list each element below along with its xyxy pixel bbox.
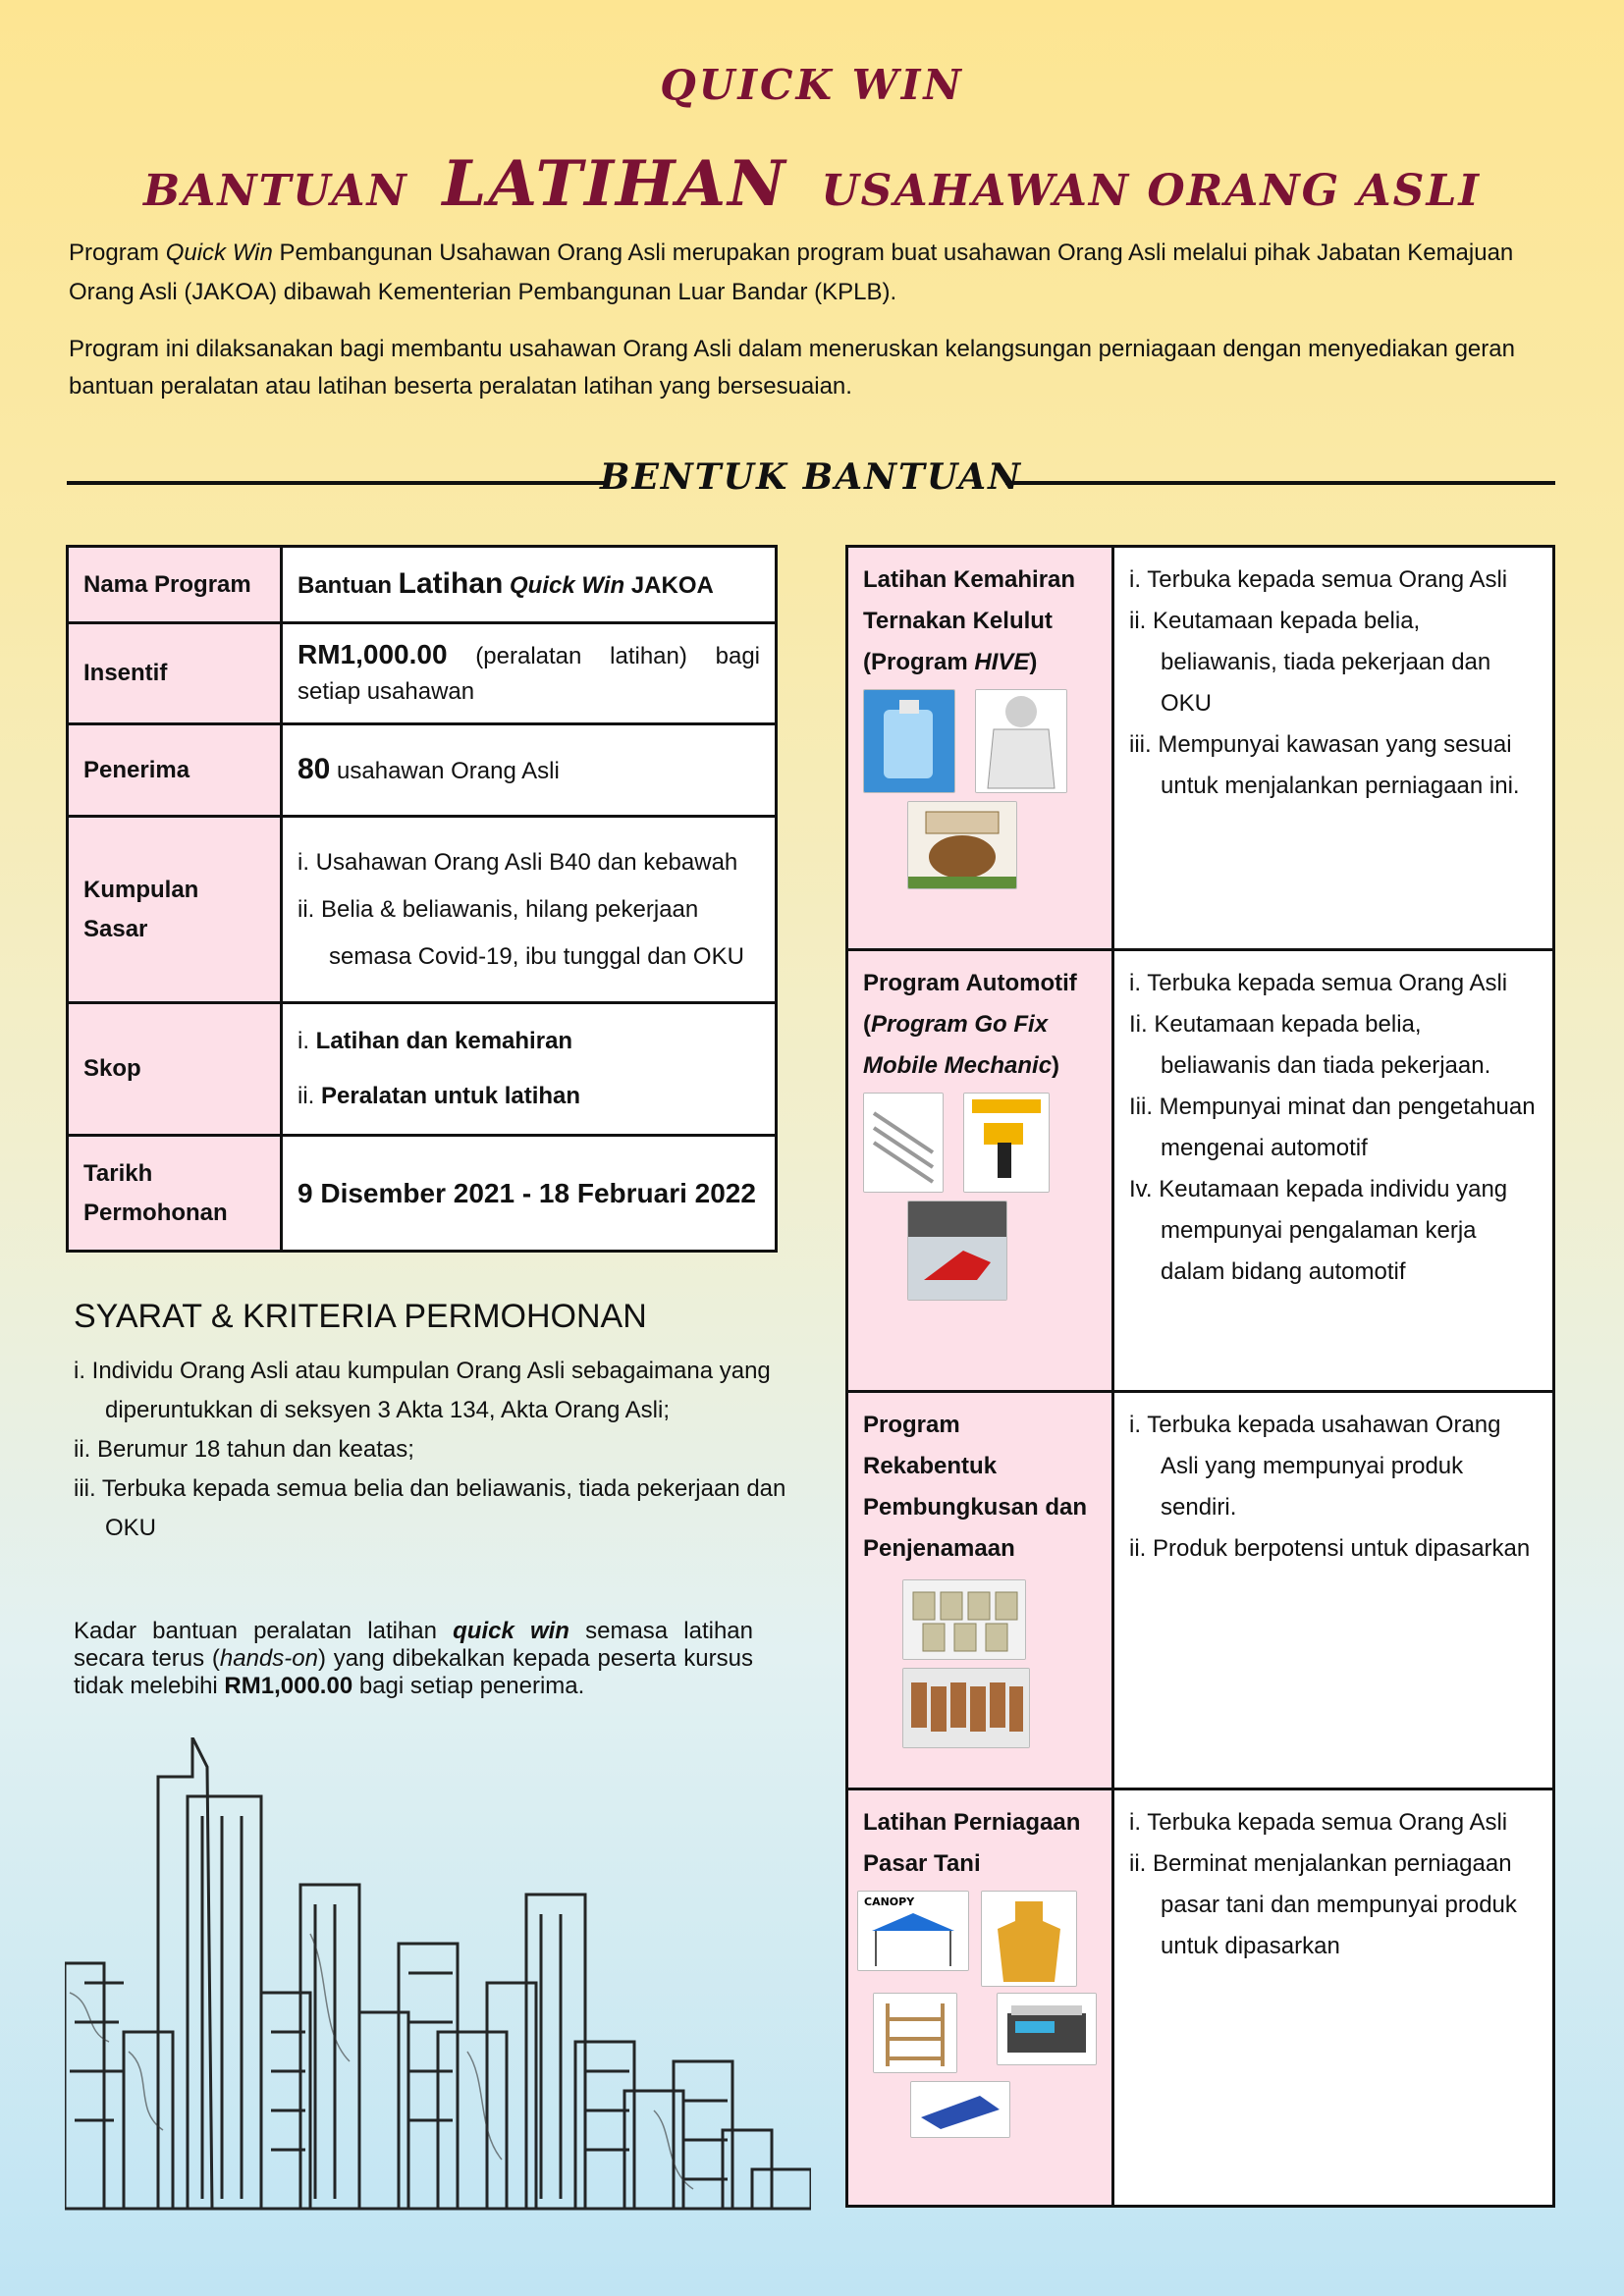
- table-row: [847, 950, 1554, 1392]
- table-row: [847, 1392, 1554, 1789]
- table-row: [68, 1136, 777, 1252]
- beekeeper-suit-image: [975, 689, 1067, 793]
- program-info-table: [66, 545, 778, 1253]
- program-name: Program Rekabentuk Pembungkusan dan Penjenamaan: [863, 1412, 1088, 1562]
- image-row: [857, 1891, 1097, 1987]
- image-row: [907, 1201, 1097, 1301]
- intro-text: Pembangunan Usahawan Orang Asli merupakan program buat usahawan Orang Asli melalui pihak Jabatan Kemajuan Orang Asli (JAKOA) dibawah Kementerian Pembangunan Luar Bandar (KPLB).: [69, 240, 1514, 305]
- text: Latihan dan kemahiran: [315, 1028, 573, 1054]
- value-penerima: [282, 724, 777, 817]
- text: Latihan: [398, 566, 504, 600]
- label-tarikh-permohonan: Tarikh Permohonan: [68, 1136, 282, 1252]
- intro-paragraph-2: [69, 331, 1551, 405]
- penerima-count: 80: [298, 752, 331, 785]
- assistance-note: [74, 1618, 753, 1700]
- value-skop: [282, 1003, 777, 1136]
- programs-table: [845, 545, 1555, 2208]
- title-part-3: USAHAWAN ORANG ASLI: [821, 166, 1481, 216]
- rack-image: [873, 1993, 957, 2073]
- bee-hive-log-image: [907, 801, 1017, 889]
- text: Latihan Kemahiran Ternakan Kelulut (Program: [863, 566, 1076, 675]
- text: usahawan Orang Asli: [330, 757, 560, 784]
- intro-paragraph-1: [69, 234, 1551, 312]
- list-item: i. Individu Orang Asli atau kumpulan Orang Asli sebagaimana yang diperuntukkan di seksyen 3 Akta 134, Akta Orang Asli;: [74, 1358, 771, 1423]
- text: Peralatan untuk latihan: [321, 1083, 581, 1109]
- program-cell: [847, 950, 1113, 1392]
- list-item: ii. Berumur 18 tahun dan keatas;: [74, 1436, 414, 1463]
- image-row: [902, 1579, 1097, 1660]
- label-penerima: Penerima: [68, 724, 282, 817]
- weighing-scale-image: [997, 1993, 1097, 2065]
- text: hands-on: [219, 1645, 318, 1672]
- program-cell: [847, 547, 1113, 950]
- criteria-list: [74, 1352, 790, 1548]
- value-insentif: [282, 623, 777, 724]
- label-insentif: Insentif: [68, 623, 282, 724]
- image-row: [902, 1668, 1097, 1748]
- criteria-list: [1129, 560, 1538, 807]
- text: ): [1052, 1052, 1060, 1079]
- list-item: iii. Mempunyai kawasan yang sesuai untuk menjalankan perniagaan ini.: [1129, 731, 1520, 799]
- city-skyline-illustration: [65, 1737, 811, 2211]
- list-item: i. Terbuka kepada semua Orang Asli: [1129, 566, 1508, 593]
- power-drill-image: [963, 1093, 1050, 1193]
- list-item: ii. Keutamaan kepada belia, beliawanis, tiada pekerjaan dan OKU: [1129, 608, 1491, 717]
- table-row: [68, 817, 777, 1003]
- text: ) yang dibekalkan kepada peserta kursus tidak melebihi: [74, 1645, 753, 1699]
- table-row: [847, 1789, 1554, 2207]
- intro-text: Program ini dilaksanakan bagi membantu usahawan Orang Asli dalam meneruskan kelangsungan perniagaan dengan menyediakan geran bantuan peralatan atau latihan beserta peralatan latihan yang bersesuaian.: [69, 336, 1515, 400]
- text: ii.: [298, 1083, 321, 1109]
- text: (peralatan latihan) bagi setiap usahawan: [298, 643, 760, 705]
- honey-extractor-image: [863, 689, 955, 793]
- criteria-list: [1129, 963, 1538, 1293]
- list-item: [298, 1014, 760, 1069]
- criteria-list: [1129, 1802, 1538, 1967]
- text: JAKOA: [624, 571, 714, 599]
- program-cell: [847, 1789, 1113, 2207]
- program-criteria: [1113, 1789, 1554, 2207]
- label-skop: Skop: [68, 1003, 282, 1136]
- program-criteria: [1113, 547, 1554, 950]
- list-item: [298, 1069, 760, 1124]
- text: Bantuan: [298, 571, 399, 599]
- title-quick-win: QUICK WIN: [660, 61, 964, 109]
- program-criteria: [1113, 1392, 1554, 1789]
- text: bagi setiap penerima.: [352, 1673, 585, 1699]
- list-item: i. Terbuka kepada usahawan Orang Asli yang mempunyai produk sendiri.: [1129, 1412, 1501, 1521]
- table-row: [847, 547, 1554, 950]
- text: Program Automotif (: [863, 970, 1077, 1038]
- text: i.: [298, 1028, 316, 1054]
- table-row: [68, 1003, 777, 1136]
- title-main: [0, 147, 1624, 221]
- text: semasa latihan secara terus (: [74, 1618, 753, 1672]
- image-row: [873, 1993, 1097, 2073]
- list-item: Iv. Keutamaan kepada individu yang mempunyai pengalaman kerja dalam bidang automotif: [1129, 1176, 1508, 1285]
- price-labeler-image: [910, 2081, 1010, 2138]
- jars-image: [902, 1579, 1026, 1660]
- program-name: [863, 963, 1097, 1087]
- program-criteria: [1113, 950, 1554, 1392]
- image-row: [863, 689, 1097, 793]
- apron-image: [981, 1891, 1077, 1987]
- title-part-1: BANTUAN: [143, 166, 408, 216]
- list-item: ii. Belia & beliawanis, hilang pekerjaan semasa Covid-19, ibu tunggal dan OKU: [298, 895, 744, 970]
- text: quick win: [453, 1618, 569, 1644]
- text: HIVE: [974, 649, 1030, 675]
- insentif-amount: RM1,000.00: [298, 639, 448, 669]
- list-item: i. Terbuka kepada semua Orang Asli: [1129, 1809, 1508, 1836]
- label-nama-program: Nama Program: [68, 547, 282, 623]
- program-name: Latihan Perniagaan Pasar Tani: [863, 1809, 1081, 1877]
- value-nama-program: [282, 547, 777, 623]
- list-item: i. Usahawan Orang Asli B40 dan kebawah: [298, 848, 738, 876]
- text: Quick Win: [503, 571, 625, 599]
- value-tarikh-permohonan: 9 Disember 2021 - 18 Februari 2022: [282, 1136, 777, 1252]
- label-kumpulan-sasar: Kumpulan Sasar: [68, 817, 282, 1003]
- criteria-list: [1129, 1405, 1538, 1570]
- list-item: ii. Produk berpotensi untuk dipasarkan: [1129, 1535, 1531, 1562]
- list-item: ii. Berminat menjalankan perniagaan pasar tani dan mempunyai produk untuk dipasarkan: [1129, 1850, 1517, 1959]
- text: Kadar bantuan peralatan latihan: [74, 1618, 454, 1644]
- table-row: [68, 547, 777, 623]
- spice-packages-image: [902, 1668, 1030, 1748]
- image-row: [910, 2081, 1097, 2138]
- criteria-section: [74, 1298, 790, 1548]
- intro-emphasis: Quick Win: [165, 240, 273, 266]
- table-row: [68, 724, 777, 817]
- car-jack-image: [907, 1201, 1007, 1301]
- note-amount: RM1,000.00: [224, 1673, 353, 1699]
- section-heading: [67, 456, 1555, 500]
- table-row: [68, 623, 777, 724]
- value-kumpulan-sasar: [282, 817, 777, 1003]
- canopy-image: [857, 1891, 969, 1971]
- text: Program Go Fix Mobile Mechanic: [863, 1011, 1053, 1079]
- intro-text: Program: [69, 240, 166, 266]
- criteria-title: SYARAT & KRITERIA PERMOHONAN: [74, 1298, 647, 1335]
- image-row: [863, 1093, 1097, 1193]
- text: ): [1029, 649, 1038, 675]
- program-cell: [847, 1392, 1113, 1789]
- list-item: i. Terbuka kepada semua Orang Asli: [1129, 970, 1508, 996]
- list-item: iii. Terbuka kepada semua belia dan beliawanis, tiada pekerjaan dan OKU: [74, 1475, 786, 1541]
- canopy-label: CANOPY: [864, 1896, 915, 1908]
- list-item: Iii. Mempunyai minat dan pengetahuan mengenai automotif: [1129, 1094, 1536, 1161]
- program-name: [863, 560, 1097, 683]
- list-item: Ii. Keutamaan kepada belia, beliawanis dan tiada pekerjaan.: [1129, 1011, 1491, 1079]
- tools-image: [863, 1093, 944, 1193]
- section-title: BENTUK BANTUAN: [600, 456, 1022, 498]
- title-part-2: LATIHAN: [442, 147, 787, 221]
- image-row: [907, 801, 1097, 889]
